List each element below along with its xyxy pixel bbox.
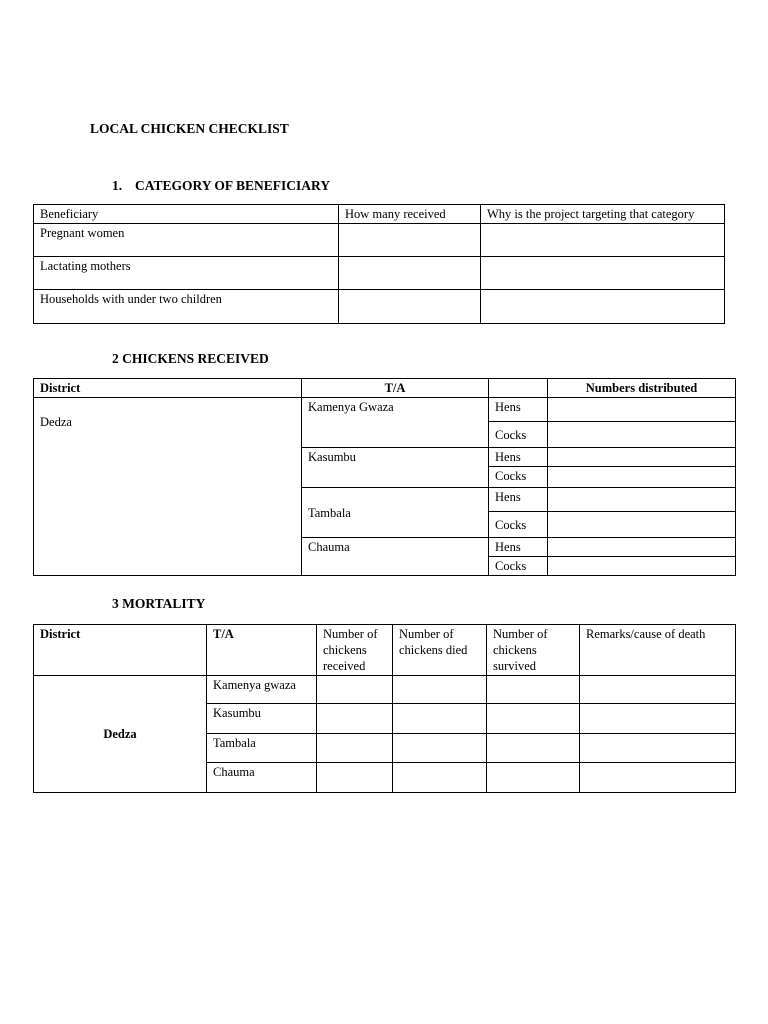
numbers-distributed-cell[interactable]	[548, 557, 736, 576]
district-cell	[34, 398, 302, 576]
why-cell[interactable]	[481, 290, 725, 324]
survived-cell[interactable]	[487, 704, 580, 734]
died-cell[interactable]	[393, 734, 487, 763]
remarks-cell[interactable]	[580, 704, 736, 734]
died-cell[interactable]	[393, 763, 487, 793]
received-cell[interactable]	[317, 734, 393, 763]
remarks-cell[interactable]	[580, 734, 736, 763]
header-blank	[489, 379, 548, 398]
numbers-distributed-cell[interactable]	[548, 422, 736, 448]
how-many-cell[interactable]	[339, 224, 481, 257]
remarks-cell[interactable]	[580, 763, 736, 793]
header-how-many-received: How many received	[339, 205, 481, 224]
beneficiary-row-label: Households with under two children	[34, 290, 339, 324]
died-cell[interactable]	[393, 704, 487, 734]
chicken-type: Cocks	[489, 512, 548, 538]
header-district: District	[34, 625, 207, 676]
survived-cell[interactable]	[487, 734, 580, 763]
header-chickens-died: Number of chickens died	[393, 625, 487, 676]
beneficiary-row-label: Pregnant women	[34, 224, 339, 257]
chicken-type: Hens	[489, 538, 548, 557]
chicken-type: Hens	[489, 398, 548, 422]
numbers-distributed-cell[interactable]	[548, 538, 736, 557]
header-ta: T/A	[302, 379, 489, 398]
chicken-type: Hens	[489, 488, 548, 512]
chickens-received-table	[33, 378, 736, 576]
received-cell[interactable]	[317, 704, 393, 734]
chicken-type: Cocks	[489, 467, 548, 488]
header-chickens-received: Number of chickens received	[317, 625, 393, 676]
how-many-cell[interactable]	[339, 257, 481, 290]
numbers-distributed-cell[interactable]	[548, 398, 736, 422]
numbers-distributed-cell[interactable]	[548, 488, 736, 512]
section2-heading: 2 CHICKENS RECEIVED	[112, 351, 269, 366]
section1-number: 1.	[112, 178, 123, 193]
ta-name: Kasumbu	[302, 448, 489, 488]
section3-heading: 3 MORTALITY	[112, 596, 206, 611]
ta-name: Tambala	[302, 488, 489, 538]
survived-cell[interactable]	[487, 676, 580, 704]
why-cell[interactable]	[481, 257, 725, 290]
section1-heading: CATEGORY OF BENEFICIARY	[135, 178, 331, 193]
died-cell[interactable]	[393, 676, 487, 704]
chicken-type: Cocks	[489, 557, 548, 576]
header-remarks: Remarks/cause of death	[580, 625, 736, 676]
numbers-distributed-cell[interactable]	[548, 512, 736, 538]
mortality-table	[33, 624, 736, 793]
chicken-type: Cocks	[489, 422, 548, 448]
ta-name: Kamenya Gwaza	[302, 398, 489, 448]
district-name: Dedza	[103, 727, 137, 741]
header-beneficiary: Beneficiary	[34, 205, 339, 224]
header-chickens-survived: Number of chickens survived	[487, 625, 580, 676]
district-cell	[34, 676, 207, 793]
beneficiary-table	[33, 204, 725, 324]
survived-cell[interactable]	[487, 763, 580, 793]
how-many-cell[interactable]	[339, 290, 481, 324]
remarks-cell[interactable]	[580, 676, 736, 704]
ta-name: Chauma	[302, 538, 489, 576]
header-numbers-distributed: Numbers distributed	[548, 379, 736, 398]
why-cell[interactable]	[481, 224, 725, 257]
ta-name: Kasumbu	[207, 704, 317, 734]
numbers-distributed-cell[interactable]	[548, 467, 736, 488]
ta-name: Chauma	[207, 763, 317, 793]
received-cell[interactable]	[317, 676, 393, 704]
district-name: Dedza	[40, 415, 72, 429]
header-why-targeting: Why is the project targeting that category	[481, 205, 725, 224]
beneficiary-row-label: Lactating mothers	[34, 257, 339, 290]
received-cell[interactable]	[317, 763, 393, 793]
ta-name: Kamenya gwaza	[207, 676, 317, 704]
chicken-type: Hens	[489, 448, 548, 467]
document-title: LOCAL CHICKEN CHECKLIST	[90, 121, 289, 136]
header-ta: T/A	[207, 625, 317, 676]
numbers-distributed-cell[interactable]	[548, 448, 736, 467]
ta-name: Tambala	[207, 734, 317, 763]
header-district: District	[34, 379, 302, 398]
